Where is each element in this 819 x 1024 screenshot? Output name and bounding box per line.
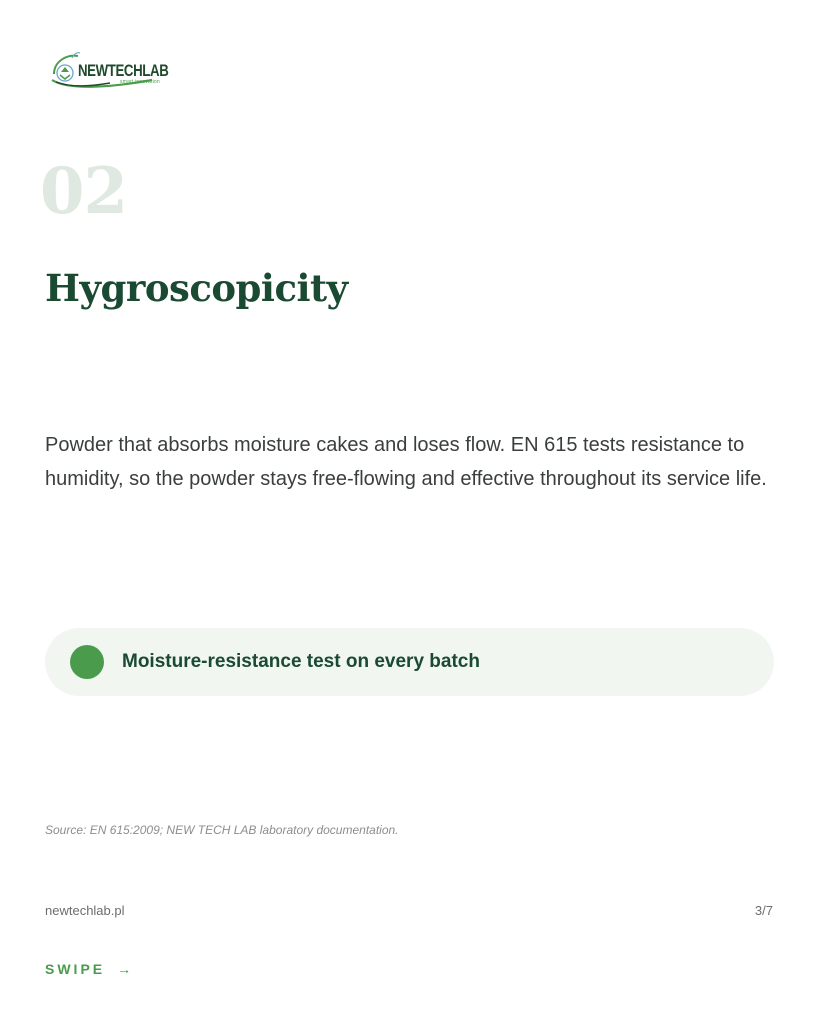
slide-body-text: Powder that absorbs moisture cakes and loses flow. EN 615 tests resistance to humidity, so the powder stays free-flowing and effective throughout its service life. (45, 434, 767, 490)
callout-box (45, 628, 774, 696)
slide-title: Hygroscopicity (45, 266, 348, 310)
website-link[interactable]: newtechlab.pl (45, 903, 125, 918)
page-indicator: 3/7 (754, 903, 773, 918)
status-dot-icon (70, 645, 104, 679)
callout-text: Moisture-resistance test on every batch (122, 651, 480, 672)
swipe-label: SWIPE (45, 961, 106, 977)
logo-tagline: smart innovation (120, 79, 160, 85)
arrow-right-icon: → (117, 961, 132, 977)
slide-number: 02 (40, 154, 128, 229)
swipe-button[interactable] (45, 961, 131, 977)
source-note: Source: EN 615:2009; NEW TECH LAB laboratory documentation. (45, 823, 399, 837)
brand-logo (48, 50, 172, 92)
logo-wordmark: NEWTECHLAB (78, 61, 169, 80)
